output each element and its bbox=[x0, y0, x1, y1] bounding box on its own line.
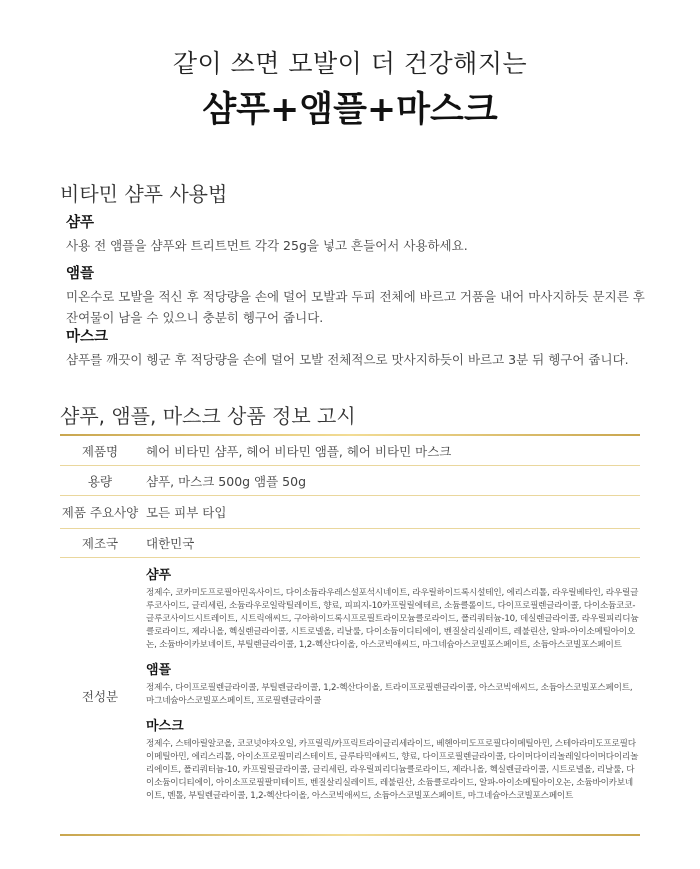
usage-heading: 앰플 bbox=[66, 266, 95, 282]
info-label: 제품명 bbox=[81, 443, 119, 459]
info-section-title: 샴푸, 앰플, 마스크 상품 정보 고시 bbox=[60, 404, 356, 428]
info-label: 제조국 bbox=[81, 536, 119, 551]
usage-text: 사용 전 앰플을 샴푸와 트리트먼트 각각 25g을 넣고 흔들어서 사용하세요. bbox=[66, 238, 468, 253]
info-row-volume bbox=[60, 466, 640, 496]
hero-title: 샴푸+앰플+마스크 bbox=[202, 90, 498, 130]
info-row-country bbox=[60, 529, 640, 558]
ingredients-text: 정제수, 다이프로필렌글라이콜, 부틸렌글라이콜, 1,2-헥산다이올, 트라이프로필렌글라이콜, 아스코빅애씨드, 소듐아스코빌포스페이트, 마그네슘아스코빌포스페이트, 프로필렌글라이콜 bbox=[146, 683, 633, 706]
info-label: 제품 주요사양 bbox=[61, 505, 139, 520]
info-value: 모든 피부 타입 bbox=[146, 505, 227, 520]
ingredients-heading: 앰플 bbox=[146, 663, 172, 678]
info-value: 헤어 비타민 샴푸, 헤어 비타민 앰플, 헤어 비타민 마스크 bbox=[146, 443, 452, 459]
info-label: 용량 bbox=[87, 473, 113, 489]
ingredients-text: 정제수, 코카미도프로필아민옥사이드, 다이소듐라우레스설포석시네이트, 라우릴하이드록시설테인, 에리스리톨, 라우릴베타인, 라우릴글루코사이드, 글리세린, 소듐라우로일락틸레이트, 향료, 피피지-10카프릴릴에테르, 소듐클롤이드, 다이프로필렌글라이콜, 다이소듐코코-글루코사이드시트레이트, 시트릭애씨드, 구아하이드록시프로필트라이모늄클로라이드, 폴리쿼터늄-10, 데실렌글라이콜, 라우릴피리디늄클로라이드, 제라니올, 헥실렌글라이콜, 시트로넬올, 리날룰, 다이소듐이디티에이, 벤질살리실레이트, 레불린산, 알파-아이소메틸아이오논, 소듐바이카보네이트, 부틸렌글라이콜, 1,2-헥산다이올, 아스코빅애씨드, 마그네슘아스코빌포스페이트, 소듐아스코빌포스페이트 bbox=[146, 588, 639, 650]
usage-item-shampoo bbox=[66, 211, 646, 256]
usage-item-ampoule bbox=[66, 262, 646, 328]
ingredients-heading: 샴푸 bbox=[146, 568, 172, 583]
ingredients-list bbox=[140, 558, 640, 834]
usage-heading: 마스크 bbox=[66, 329, 109, 345]
ingredients-text: 정제수, 스테아릴알코올, 코코넛야자오일, 카프릴릭/카프릭트라이글리세라이드, 베헨아미도프로필다이메틸아민, 스테아라미도프로필다이메틸아민, 에리스리톨, 아이소프로필미리스테이트, 글루타믹애씨드, 향료, 다이프로필렌글라이콜, 다이머다이리놀레일다이머다이리놀리에이트, 폴리쿼터늄-10, 카프릴릴글라이콜, 글리세린, 라우릴피리디늄클로라이드, 제라니올, 헥실렌글라이콜, 시트로넬올, 리날룰, 다이소듐이디티에이, 아이소프로필팔미테이트, 벤질살리실레이트, 레불린산, 소듐클로라이드, 알파-아이소메틸아이오논, 소듐바이카보네이트, 멘톨, 부틸렌글라이콜, 1,2-헥산다이올, 아스코빅애씨드, 소듐아스코빌포스페이트, 마그네슘아스코빌포스페이트 bbox=[146, 739, 639, 801]
info-row-name bbox=[60, 436, 640, 466]
gold-divider-bottom bbox=[60, 834, 640, 836]
usage-item-mask bbox=[66, 325, 646, 370]
info-row-ingredients bbox=[60, 558, 640, 834]
product-info-table bbox=[60, 434, 640, 836]
ingredients-heading: 마스크 bbox=[146, 719, 184, 734]
hero-subtitle: 같이 쓰면 모발이 더 건강해지는 bbox=[172, 49, 528, 78]
usage-section-title: 비타민 샴푸 사용법 bbox=[60, 182, 228, 206]
usage-text: 미온수로 모발을 적신 후 적당량을 손에 덜어 모발과 두피 전체에 바르고 거품을 내어 마사지하듯 문지른 후 잔여물이 남을 수 있으니 충분히 헹구어 줍니다. bbox=[66, 289, 645, 325]
info-value: 대한민국 bbox=[146, 536, 195, 551]
info-row-spec bbox=[60, 496, 640, 529]
info-value: 샴푸, 마스크 500g 앰플 50g bbox=[146, 473, 307, 489]
info-label: 전성분 bbox=[81, 689, 119, 704]
usage-text: 샴푸를 깨끗이 헹군 후 적당량을 손에 덜어 모발 전체적으로 맛사지하듯이 바르고 3분 뒤 헹구어 줍니다. bbox=[66, 352, 629, 367]
usage-heading: 샴푸 bbox=[66, 215, 95, 231]
